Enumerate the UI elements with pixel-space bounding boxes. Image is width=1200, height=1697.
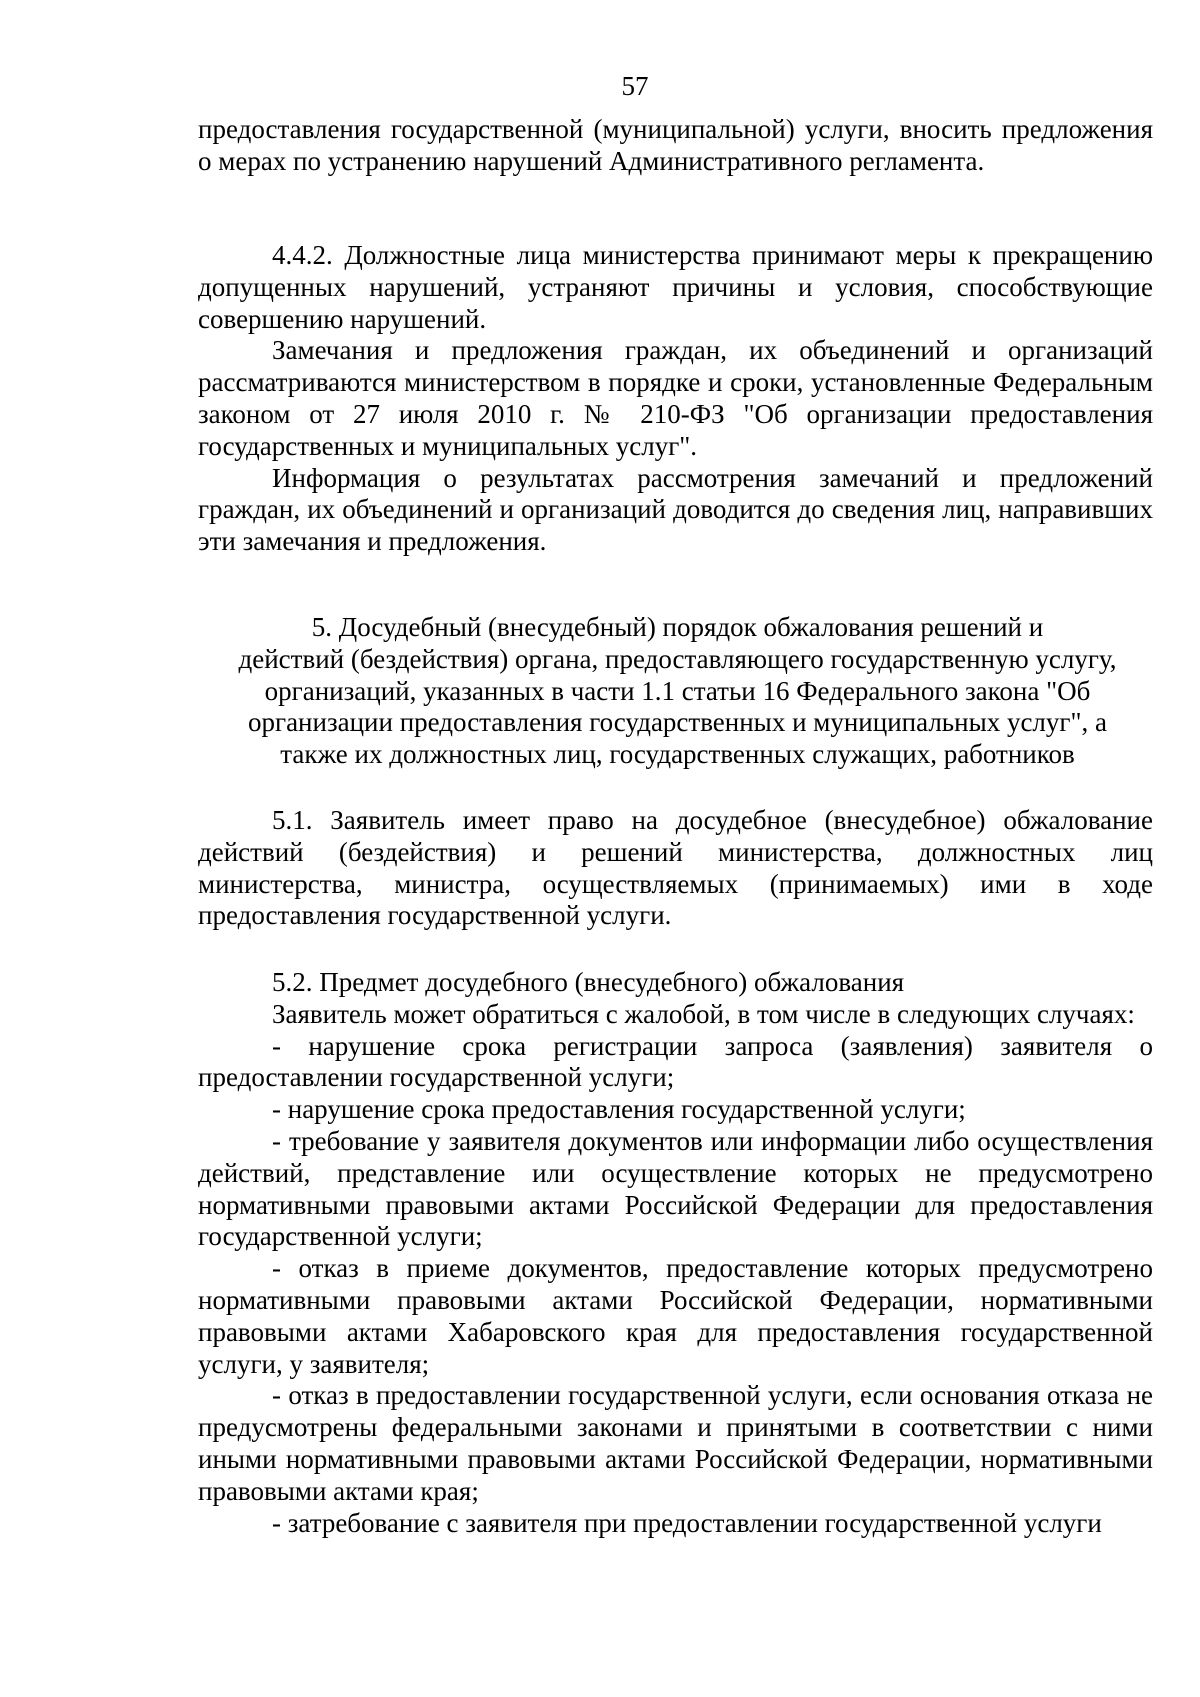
list-item: - нарушение срока регистрации запроса (заявления) заявителя о предоставлении государственной услуги;	[198, 1030, 1153, 1093]
heading-line: организаций, указанных в части 1.1 статьи 16 Федерального закона "Об	[264, 675, 1091, 706]
section-5-1	[198, 805, 1153, 932]
paragraph: Замечания и предложения граждан, их объединений и организаций рассматриваются министерством в порядке и сроки, установленные Федеральным законом от 27 июля 2010 г. № 210-ФЗ "Об организации предоставления государственных и муниципальных услуг".	[198, 335, 1153, 461]
subsection-title: 5.2. Предмет досудебного (внесудебного) обжалования	[272, 967, 905, 997]
page-number: 57	[621, 71, 649, 101]
list-item: - отказ в приеме документов, предоставление которых предусмотрено нормативными правовыми актами Российской Федерации, нормативными правовыми актами Хабаровского края для предоставления государственной услуги, у заявителя;	[198, 1253, 1153, 1379]
list-item: - отказ в предоставлении государственной услуги, если основания отказа не предусмотрены федеральными законами и принятыми в соответствии с ними иными нормативными правовыми актами Российской Федерации, нормативными правовыми актами края;	[198, 1380, 1153, 1506]
paragraph: предоставления государственной (муниципальной) услуги, вносить предложения о мерах по устранению нарушений Административного регламента.	[198, 114, 1153, 176]
section-5-heading	[180, 612, 1175, 771]
heading-line: действий (бездействия) органа, предоставляющего государственную услугу,	[238, 643, 1117, 674]
paragraph: 5.1. Заявитель имеет право на досудебное (внесудебное) обжалование действий (бездействия) и решений министерства, должностных лиц министерства, министра, осуществляемых (принимаемых) ими в ходе предоставления государственной услуги.	[198, 805, 1153, 931]
heading-line: организации предоставления государственных и муниципальных услуг", а	[248, 707, 1107, 738]
intro-paragraph	[198, 114, 1153, 178]
paragraph: 4.4.2. Должностные лица министерства принимают меры к прекращению допущенных нарушений, устраняют причины и условия, способствующие совершению нарушений.	[198, 240, 1153, 334]
section-5-2	[198, 967, 1153, 1539]
section-4-4-2	[198, 240, 1153, 558]
paragraph: Заявитель может обратиться с жалобой, в том числе в следующих случаях:	[272, 998, 1135, 1029]
heading-line: 5. Досудебный (внесудебный) порядок обжалования решений и	[311, 612, 1044, 642]
list-item: - затребование с заявителя при предоставлении государственной услуги	[272, 1507, 1102, 1538]
paragraph: Информация о результатах рассмотрения замечаний и предложений граждан, их объединений и организаций доводится до сведения лиц, направивших эти замечания и предложения.	[198, 462, 1153, 557]
list-item: - требование у заявителя документов или информации либо осуществления действий, представление или осуществление которых не предусмотрено нормативными правовыми актами Российской Федерации для предоставления государственной услуги;	[198, 1125, 1153, 1252]
list-item: - нарушение срока предоставления государственной услуги;	[272, 1094, 966, 1125]
heading-line: также их должностных лиц, государственных служащих, работников	[280, 739, 1075, 770]
